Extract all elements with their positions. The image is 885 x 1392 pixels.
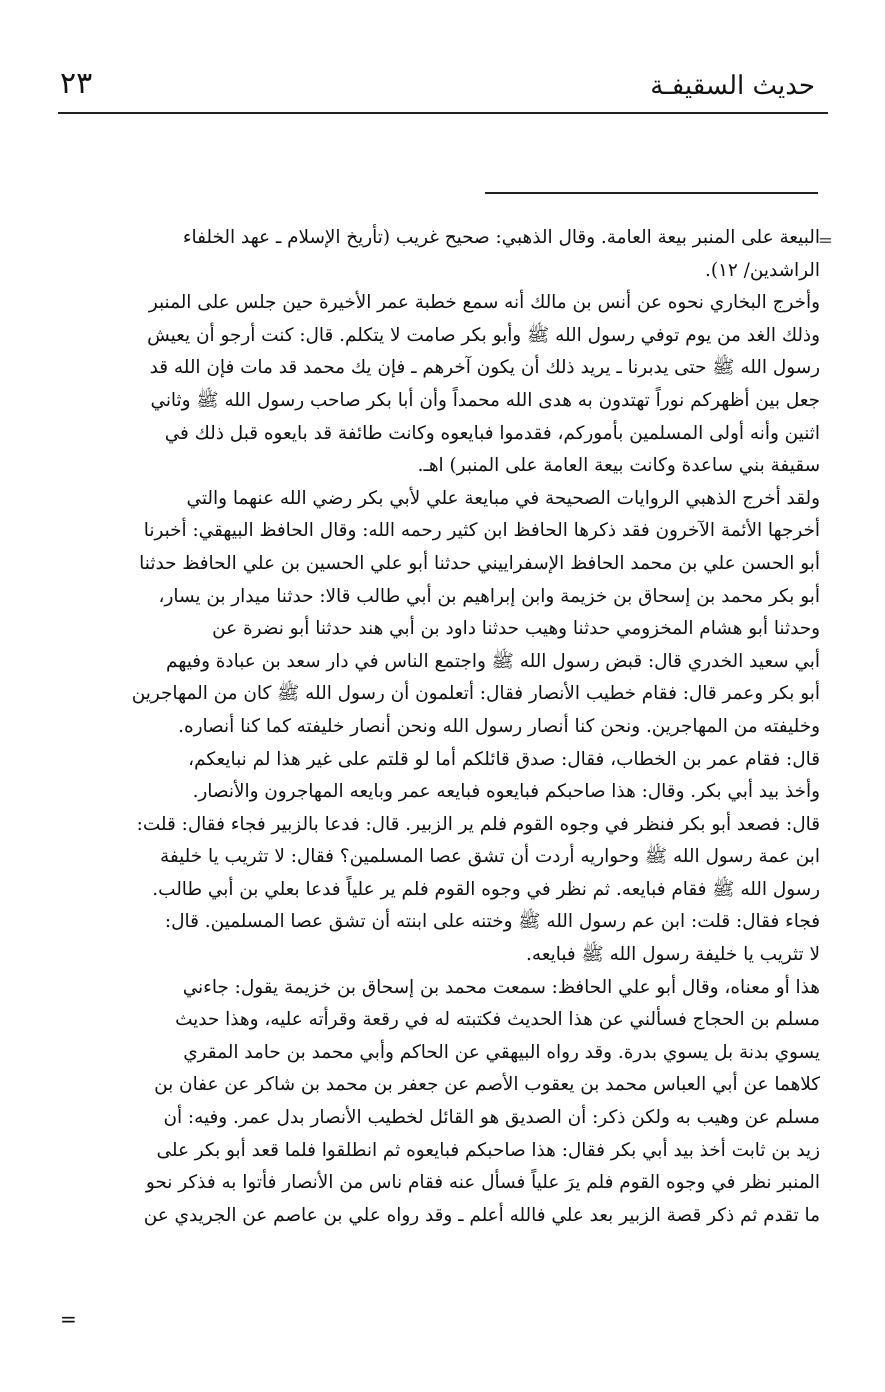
text-line: سقيفة بني ساعدة وكانت بيعة العامة على المنبر) اهـ. bbox=[417, 455, 820, 477]
text-line: ابن عمة رسول الله ﷺ وحواريه أردت أن تشق عصا المسلمين؟ فقال: لا تثريب يا خليفة bbox=[159, 846, 820, 868]
text-line: أبو الحسن علي بن محمد الحافظ الإسفراييني حدثنا أبو علي الحسين بن علي الحافظ حدثنا bbox=[139, 552, 820, 574]
text-line: اثنين وأنه أولى المسلمين بأموركم، فقدموا فبايعوه وكانت طائفة قد بايعوه قبل ذلك في bbox=[164, 422, 820, 444]
text-line: الراشدين/ ١٢). bbox=[705, 259, 820, 281]
text-line: أبو بكر محمد بن إسحاق بن خزيمة وابن إبراهيم بن أبي طالب قالا: حدثنا ميدار بن يسار، bbox=[158, 585, 820, 607]
text-line: مسلم عن وهيب به ولكن ذكر: أن الصديق هو القائل لخطيب الأنصار بدل عمر. وفيه: أن bbox=[163, 1107, 820, 1129]
header-rule bbox=[58, 112, 828, 114]
continuation-mark-end: = bbox=[60, 1307, 77, 1331]
text-line: وخليفته من المهاجرين. ونحن كنا أنصار رسول الله ونحن أنصار خليفته كما كنا أنصاره. bbox=[178, 715, 820, 737]
continuation-mark-start: = bbox=[817, 230, 833, 251]
footnote-body-text bbox=[74, 222, 820, 1352]
text-line: جعل بين أظهركم نوراً تهتدون به هدى الله محمداً وأن أبا بكر صاحب رسول الله ﷺ وثاني bbox=[150, 389, 820, 411]
text-line: وأخذ بيد أبي بكر. وقال: هذا صاحبكم فبايعوه فبايعه عمر وبايعه المهاجرون والأنصار. bbox=[192, 781, 820, 803]
text-line: أخرجها الأئمة الآخرون فقد ذكرها الحافظ ابن كثير رحمه الله: وقال الحافظ البيهقي: أخبرنا bbox=[143, 520, 820, 542]
footnote-separator-rule bbox=[485, 192, 818, 194]
text-line: ما تقدم ثم ذكر قصة الزبير بعد علي فالله أعلم ـ وقد رواه علي بن عاصم عن الجريدي عن bbox=[143, 1204, 820, 1226]
text-line: رسول الله ﷺ حتى يدبرنا ـ يريد ذلك أن يكون آخرهم ـ فإن يك محمد قد مات فإن الله قد bbox=[149, 357, 820, 379]
text-line: زيد بن ثابت أخذ بيد أبي بكر فقال: هذا صاحبكم فبايعوه ثم انطلقوا فلما قعد أبو بكر على bbox=[156, 1139, 820, 1161]
text-line: هذا أو معناه، وقال أبو علي الحافظ: سمعت محمد بن إسحاق بن خزيمة يقول: جاءني bbox=[182, 976, 820, 998]
text-line: رسول الله ﷺ فقام فبايعه. ثم نظر في وجوه القوم فلم ير علياً فدعا بعلي بن أبي طالب. bbox=[152, 878, 820, 900]
running-title: حديث السقيفـة bbox=[650, 71, 815, 101]
text-line: وأخرج البخاري نحوه عن أنس بن مالك أنه سمع خطبة عمر الأخيرة حين جلس على المنبر bbox=[148, 292, 820, 314]
text-line: كلاهما عن أبي العباس محمد بن يعقوب الأصم عن جعفر بن محمد بن شاكر عن عفان بن bbox=[154, 1074, 820, 1096]
text-line: مسلم بن الحجاج فسألني عن هذا الحديث فكتبته له في رقعة وقرأته عليه، وهذا حديث bbox=[175, 1009, 820, 1031]
text-line: وحدثنا أبو هشام المخزومي حدثنا وهيب حدثنا داود بن أبي هند حدثنا أبو نضرة عن bbox=[212, 618, 820, 640]
text-line: لا تثريب يا خليفة رسول الله ﷺ فبايعه. bbox=[526, 944, 820, 966]
text-line: فجاء فقال: قلت: ابن عم رسول الله ﷺ وختنه على ابنته أن تشق عصا المسلمين. قال: bbox=[164, 911, 820, 933]
text-line: قال: فصعد أبو بكر فنظر في وجوه القوم فلم ير الزبير. قال: فدعا بالزبير فجاء فقال: قلت: bbox=[136, 813, 820, 835]
text-line: أبو بكر وعمر قال: فقام خطيب الأنصار فقال: أتعلمون أن رسول الله ﷺ كان من المهاجرين bbox=[131, 683, 820, 705]
text-line: يسوي بدنة بل يسوي بدرة. وقد رواه البيهقي عن الحاكم وأبي محمد بن حامد المقري bbox=[183, 1041, 820, 1063]
text-line: البيعة على المنبر بيعة العامة. وقال الذهبي: صحيح غريب (تأريخ الإسلام ـ عهد الخلفاء bbox=[182, 227, 820, 248]
text-line: وذلك الغد من يوم توفي رسول الله ﷺ وأبو بكر صامت لا يتكلم. قال: كنت أرجو أن يعيش bbox=[147, 324, 820, 346]
text-line: أبي سعيد الخدري قال: قبض رسول الله ﷺ واجتمع الناس في دار سعد بن عبادة وفيهم bbox=[166, 650, 820, 672]
text-line: ولقد أخرج الذهبي الروايات الصحيحة في مبايعة علي لأبي بكر رضي الله عنهما والتي bbox=[186, 487, 820, 509]
page-number: ٢٣ bbox=[60, 66, 93, 101]
text-line: قال: فقام عمر بن الخطاب، فقال: صدق قائلكم أما لو قلتم على غير هذا لم نبايعكم، bbox=[188, 748, 820, 770]
text-line: المنبر نظر في وجوه القوم فلم يرَ علياً فسأل عنه فقام ناس من الأنصار فأتوا به فذكر نحو bbox=[145, 1172, 820, 1194]
